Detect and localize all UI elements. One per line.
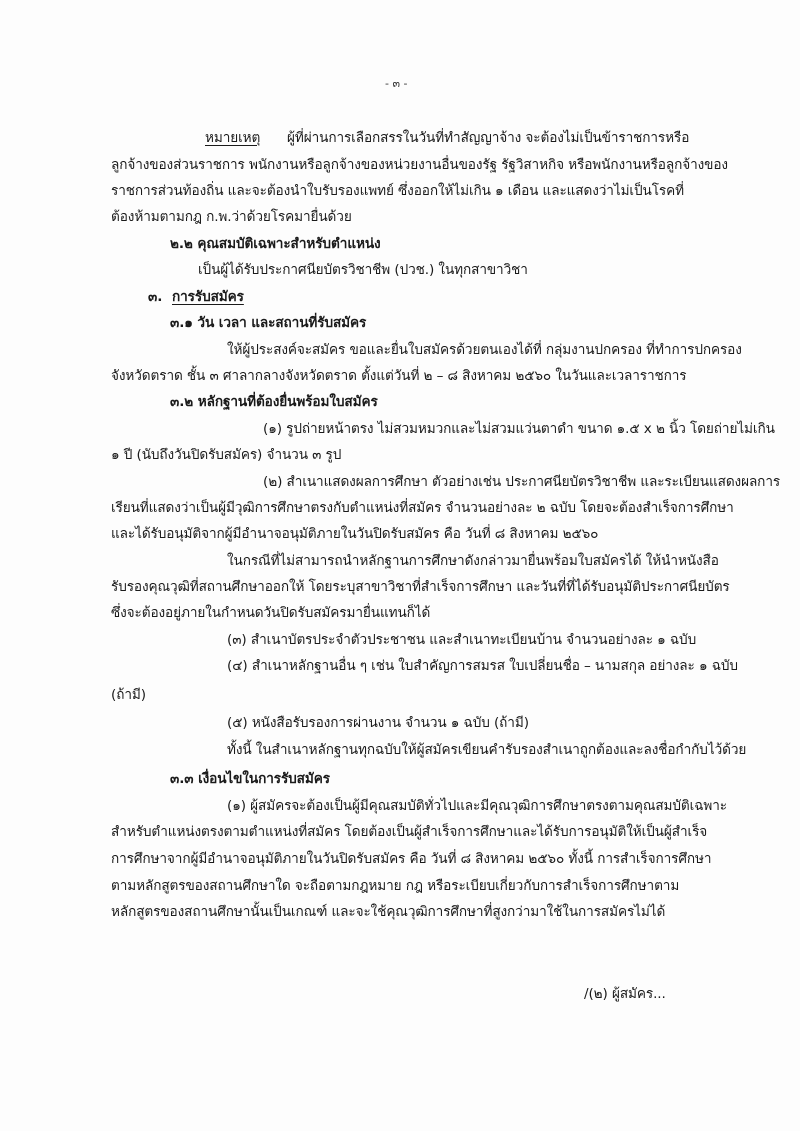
note-line-2: ลูกจ้างของส่วนราชการ พนักงานหรือลูกจ้างของหน่วยงานอื่นของรัฐ รัฐวิสาหกิจ หรือพนักงานหรือลูกจ้างของ <box>111 157 728 173</box>
note-line-3: ราชการส่วนท้องถิ่น และจะต้องนำใบรับรองแพทย์ ซึ่งออกให้ไม่เกิน ๑ เดือน และแสดงว่าไม่เป็นโรคที่ <box>111 183 684 199</box>
section-3-2-line-5: และได้รับอนุมัติจากผู้มีอำนาจอนุมัติภายในวันปิดรับสมัคร คือ วันที่ ๘ สิงหาคม ๒๕๖๐ <box>111 526 599 542</box>
section-2-2-text: เป็นผู้ได้รับประกาศนียบัตรวิชาชีพ (ปวช.) ในทุกสาขาวิชา <box>198 262 528 278</box>
section-3-2-line-1: (๑) รูปถ่ายหน้าตรง ไม่สวมหมวกและไม่สวมแว่นตาดำ ขนาด ๑.๕ x ๒ นิ้ว โดยถ่ายไม่เกิน <box>263 421 775 437</box>
section-3-1-heading: ๓.๑ วัน เวลา และสถานที่รับสมัคร <box>170 315 367 331</box>
section-3-3-line-2: สำหรับตำแหน่งตรงตามตำแหน่งที่สมัคร โดยต้องเป็นผู้สำเร็จการศึกษาและได้รับการอนุมัติให้เป็นผู้สำเร็จ <box>111 824 708 840</box>
section-3-2-heading: ๓.๒ หลักฐานที่ต้องยื่นพร้อมใบสมัคร <box>170 394 378 410</box>
section-3-2-line-13: ทั้งนี้ ในสำเนาหลักฐานทุกฉบับให้ผู้สมัครเขียนคำรับรองสำเนาถูกต้องและลงชื่อกำกับไว้ด้วย <box>227 742 747 758</box>
section-3-2-line-7: รับรองคุณวุฒิที่สถานศึกษาออกให้ โดยระบุสาขาวิชาที่สำเร็จการศึกษา และวันที่ที่ได้รับอนุมัติประกาศนียบัตร <box>111 579 730 595</box>
section-3-3-line-5: หลักสูตรของสถานศึกษานั้นเป็นเกณฑ์ และจะใช้คุณวุฒิการศึกษาที่สูงกว่ามาใช้ในการสมัครไม่ได้ <box>111 904 666 920</box>
section-3-1-line-2: จังหวัดตราด ชั้น ๓ ศาลากลางจังหวัดตราด ตั้งแต่วันที่ ๒ – ๘ สิงหาคม ๒๕๖๐ ในวันและเวลาราชการ <box>111 368 687 384</box>
section-3-2-line-2: ๑ ปี (นับถึงวันปิดรับสมัคร) จำนวน ๓ รูป <box>111 447 342 463</box>
section-3-2-line-11: (ถ้ามี) <box>111 687 146 703</box>
section-3-2-line-9: (๓) สำเนาบัตรประจำตัวประชาชน และสำเนาทะเบียนบ้าน จำนวนอย่างละ ๑ ฉบับ <box>227 632 697 648</box>
section-3-2-line-12: (๕) หนังสือรับรองการผ่านงาน จำนวน ๑ ฉบับ (ถ้ามี) <box>227 715 529 731</box>
section-3-number: ๓. <box>148 289 163 305</box>
page-number: - ๓ - <box>385 77 408 90</box>
section-3-3-line-1: (๑) ผู้สมัครจะต้องเป็นผู้มีคุณสมบัติทั่วไปและมีคุณวุฒิการศึกษาตรงตามคุณสมบัติเฉพาะ <box>227 798 727 814</box>
section-3-3-line-3: การศึกษาจากผู้มีอำนาจอนุมัติภายในวันปิดรับสมัคร คือ วันที่ ๘ สิงหาคม ๒๕๖๐ ทั้งนี้ การสำเร็จการศึกษา <box>111 851 712 867</box>
section-3-heading: การรับสมัคร <box>172 289 244 305</box>
section-3-2-line-6: ในกรณีที่ไม่สามารถนำหลักฐานการศึกษาดังกล่าวมายื่นพร้อมใบสมัครได้ ให้นำหนังสือ <box>227 553 719 569</box>
section-3-2-line-10: (๔) สำเนาหลักฐานอื่น ๆ เช่น ใบสำคัญการสมรส ใบเปลี่ยนชื่อ – นามสกุล อย่างละ ๑ ฉบับ <box>227 658 738 674</box>
section-3-2-line-4: เรียนที่แสดงว่าเป็นผู้มีวุฒิการศึกษาตรงกับตำแหน่งที่สมัคร จำนวนอย่างละ ๒ ฉบับ โดยจะต้องสำเร็จการศึกษา <box>111 500 734 516</box>
note-line-4: ต้องห้ามตามกฎ ก.พ.ว่าด้วยโรคมายื่นด้วย <box>111 209 352 225</box>
section-3-3-line-4: ตามหลักสูตรของสถานศึกษาใด จะถือตามกฎหมาย กฎ หรือระเบียบเกี่ยวกับการสำเร็จการศึกษาตาม <box>111 878 680 894</box>
section-3-2-line-3: (๒) สำเนาแสดงผลการศึกษา ตัวอย่างเช่น ประกาศนียบัตรวิชาชีพ และระเบียนแสดงผลการ <box>263 474 781 490</box>
section-3-2-line-8: ซึ่งจะต้องอยู่ภายในกำหนดวันปิดรับสมัครมายื่นแทนก็ได้ <box>111 605 431 621</box>
section-3-1-line-1: ให้ผู้ประสงค์จะสมัคร ขอและยื่นใบสมัครด้วยตนเองได้ที่ กลุ่มงานปกครอง ที่ทำการปกครอง <box>227 342 742 358</box>
note-line-1: ผู้ที่ผ่านการเลือกสรรในวันที่ทำสัญญาจ้าง จะต้องไม่เป็นข้าราชการหรือ <box>287 130 690 146</box>
section-3-3-heading: ๓.๓ เงื่อนไขในการรับสมัคร <box>170 771 330 787</box>
section-2-2-heading: ๒.๒ คุณสมบัติเฉพาะสำหรับตำแหน่ง <box>170 236 381 252</box>
continuation-note: /(๒) ผู้สมัคร... <box>584 986 666 1002</box>
note-label: หมายเหตุ <box>205 130 261 146</box>
